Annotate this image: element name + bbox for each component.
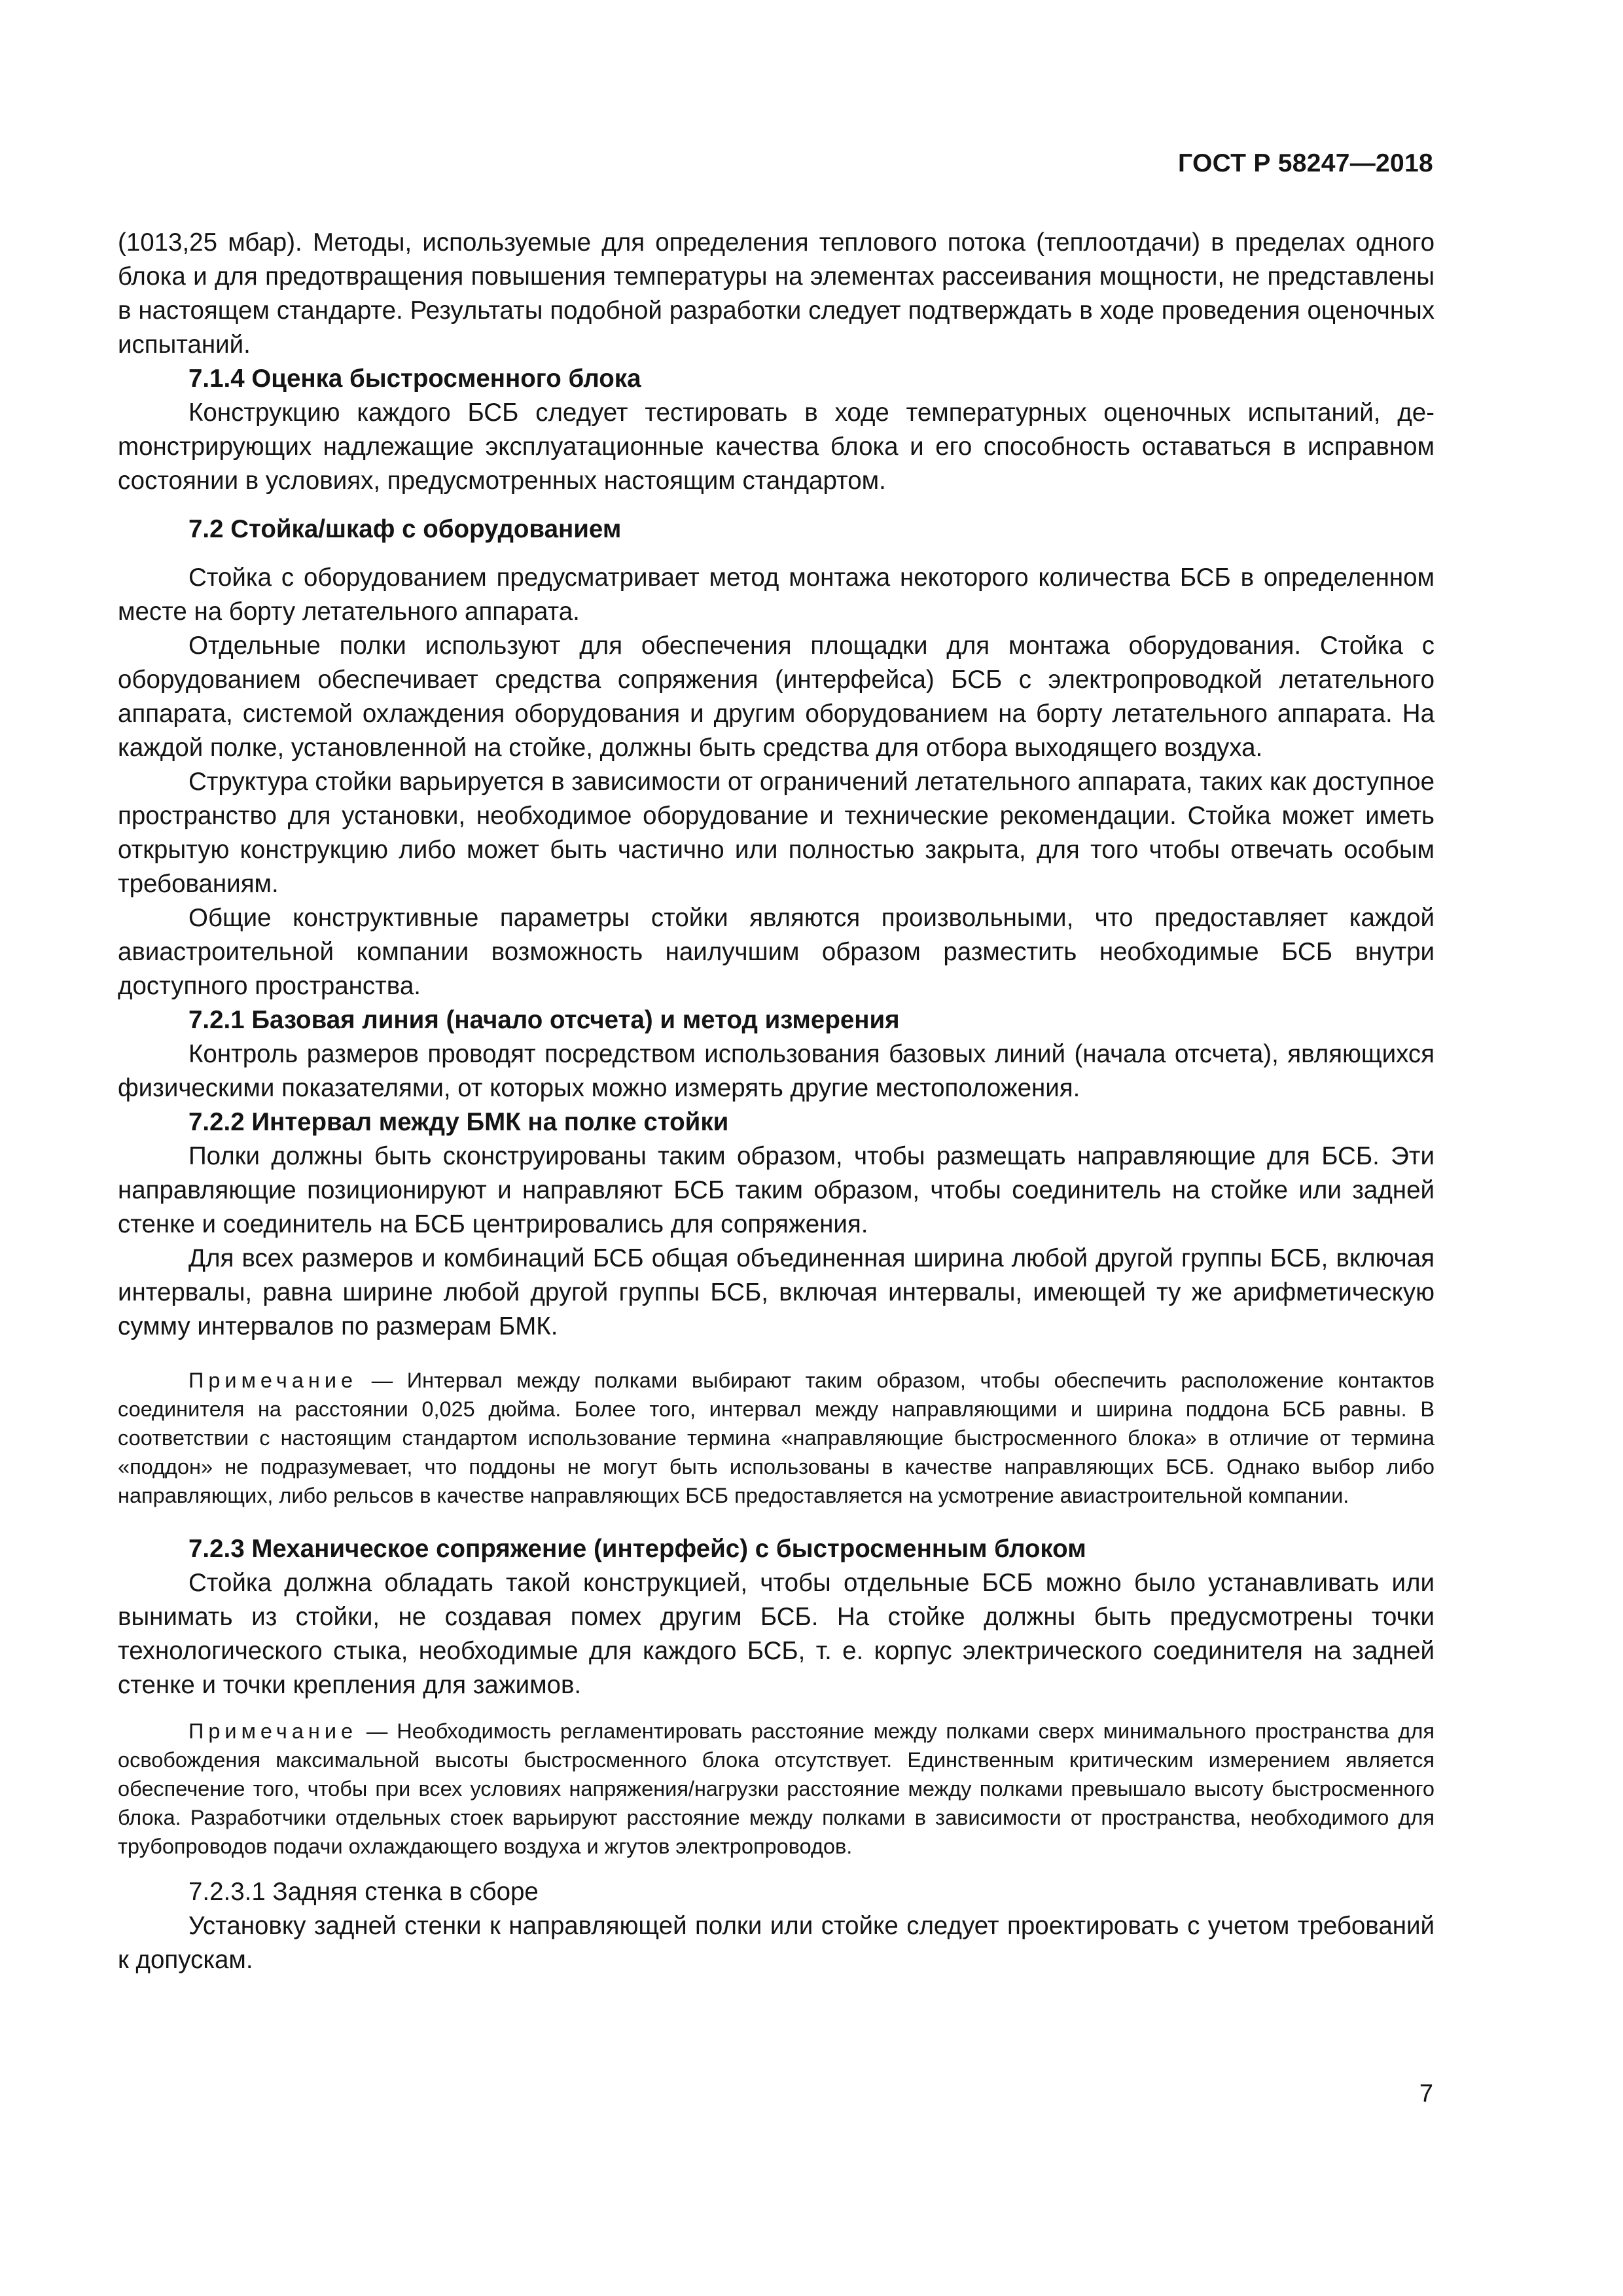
paragraph: Структура стойки варьируется в зависимости от ограничений летательного аппарата, таких как доступное пространство для установки, необходимое оборудование и технические рекомендации. Стойка может иметь открытую конструкцию либо может быть частично или полностью закрыта, для того чтобы отвечать особым требованиям.: [118, 768, 1435, 898]
note-text: — Интервал между полками выбирают таким образом, чтобы обеспечить расположение контактов соединителя на расстоянии 0,025 дюйма. Более того, интервал между направляющими и ширина поддона БСБ равны. В соответствии с настоящим стандартом использование термина «направляющие быстросменного блока» в отличие от термина «поддон» не подразумевает, что поддоны не могут быть использованы в качестве направляющих БСБ. Однако выбор либо направляющих, либо рельсов в качестве направляющих БСБ предоставляется на усмотрение авиастроительной компании.: [118, 1369, 1435, 1507]
heading-7-1-4: 7.1.4 Оценка быстросменного блока: [188, 365, 641, 393]
paragraph-continuation: (1013,25 мбар). Методы, используемые для определения теплового потока (теплоотдачи) в пределах одного блока и для предотвращения повышения температуры на элементах рассеивания мощности, не представлены в настоящем стандарте. Результаты подобной разработки следует подтверждать в ходе проведения оценочных испытаний.: [118, 228, 1435, 359]
page-number: 7: [1419, 2080, 1433, 2108]
note-label: Примечание: [188, 1719, 358, 1743]
paragraph: Полки должны быть сконструированы таким образом, чтобы размещать направляющие для БСБ. Эти направляющие позиционируют и направляют БСБ таким образом, чтобы соединитель на стойке или задней стенке и соединитель на БСБ центрировались для сопряжения.: [118, 1142, 1435, 1238]
paragraph: Для всех размеров и комбинаций БСБ общая объединенная ширина любой другой группы БСБ, включая интервалы, равна ширине любой другой группы БСБ, включая интервалы, имеющей ту же арифметическую сумму интервалов по размерам БМК.: [118, 1244, 1435, 1340]
heading-7-2-2: 7.2.2 Интервал между БМК на полке стойки: [188, 1108, 729, 1136]
note-text: — Необходимость регламентировать расстояние между полками сверх минимального пространства для освобождения максимальной высоты быстросменного блока отсутствует. Единственным критическим измерением является обеспечение того, чтобы при всех условиях напряжения/нагрузки расстояние между полками превышало высоту быстросменного блока. Разработчики отдельных стоек варьируют расстояние между полками в зависимости от пространства, необходимого для трубопроводов подачи охлаждающего воздуха и жгутов электропроводов.: [118, 1719, 1435, 1858]
heading-7-2-3: 7.2.3 Механическое сопряжение (интерфейс) с быстросменным блоком: [188, 1535, 1086, 1563]
paragraph: Контроль размеров проводят посредством использования базовых линий (начала отсчета), являющихся физическими показателями, от которых можно измерять другие местоположения.: [118, 1040, 1435, 1102]
page-header: ГОСТ Р 58247—2018: [1178, 149, 1433, 177]
heading-7-2-1: 7.2.1 Базовая линия (начало отсчета) и метод измерения: [188, 1006, 900, 1034]
note-1: [118, 1366, 1435, 1510]
note-label: Примечание: [188, 1369, 358, 1392]
paragraph: Конструкцию каждого БСБ следует тестировать в ходе температурных оценочных испытаний, деmонстрирующих надлежащие эксплуатационные качества блока и его способность оставаться в исправном состоянии в условиях, предусмотренных настоящим стандартом.: [118, 399, 1435, 495]
document-body: [118, 226, 1435, 1977]
note-2: [118, 1717, 1435, 1861]
paragraph: Стойка с оборудованием предусматривает метод монтажа некоторого количества БСБ в определенном месте на борту летательного аппарата.: [118, 564, 1435, 626]
paragraph: Стойка должна обладать такой конструкцией, чтобы отдельные БСБ можно было устанавливать или вынимать из стойки, не создавая помех другим БСБ. На стойке должны быть предусмотрены точки технологического стыка, необходимые для каждого БСБ, т. е. корпус электрического соединителя на задней стенке и точки крепления для зажимов.: [118, 1569, 1435, 1699]
heading-7-2: 7.2 Стойка/шкаф с оборудованием: [188, 515, 622, 543]
paragraph: Установку задней стенки к направляющей полки или стойке следует проектировать с учетом требований к допускам.: [118, 1912, 1435, 1974]
heading-7-2-3-1: 7.2.3.1 Задняя стенка в сборе: [188, 1878, 539, 1906]
paragraph: Общие конструктивные параметры стойки являются произвольными, что предоставляет каждой авиастроительной компании возможность наилучшим образом разместить необходимые БСБ внутри доступного пространства.: [118, 904, 1435, 1000]
paragraph: Отдельные полки используют для обеспечения площадки для монтажа оборудования. Стойка с оборудованием обеспечивает средства сопряжения (интерфейса) БСБ с электропроводкой летательного аппарата, системой охлаждения оборудования и другим оборудованием на борту летательного аппарата. На каждой полке, установленной на стойке, должны быть средства для отбора выходящего воздуха.: [118, 632, 1435, 762]
